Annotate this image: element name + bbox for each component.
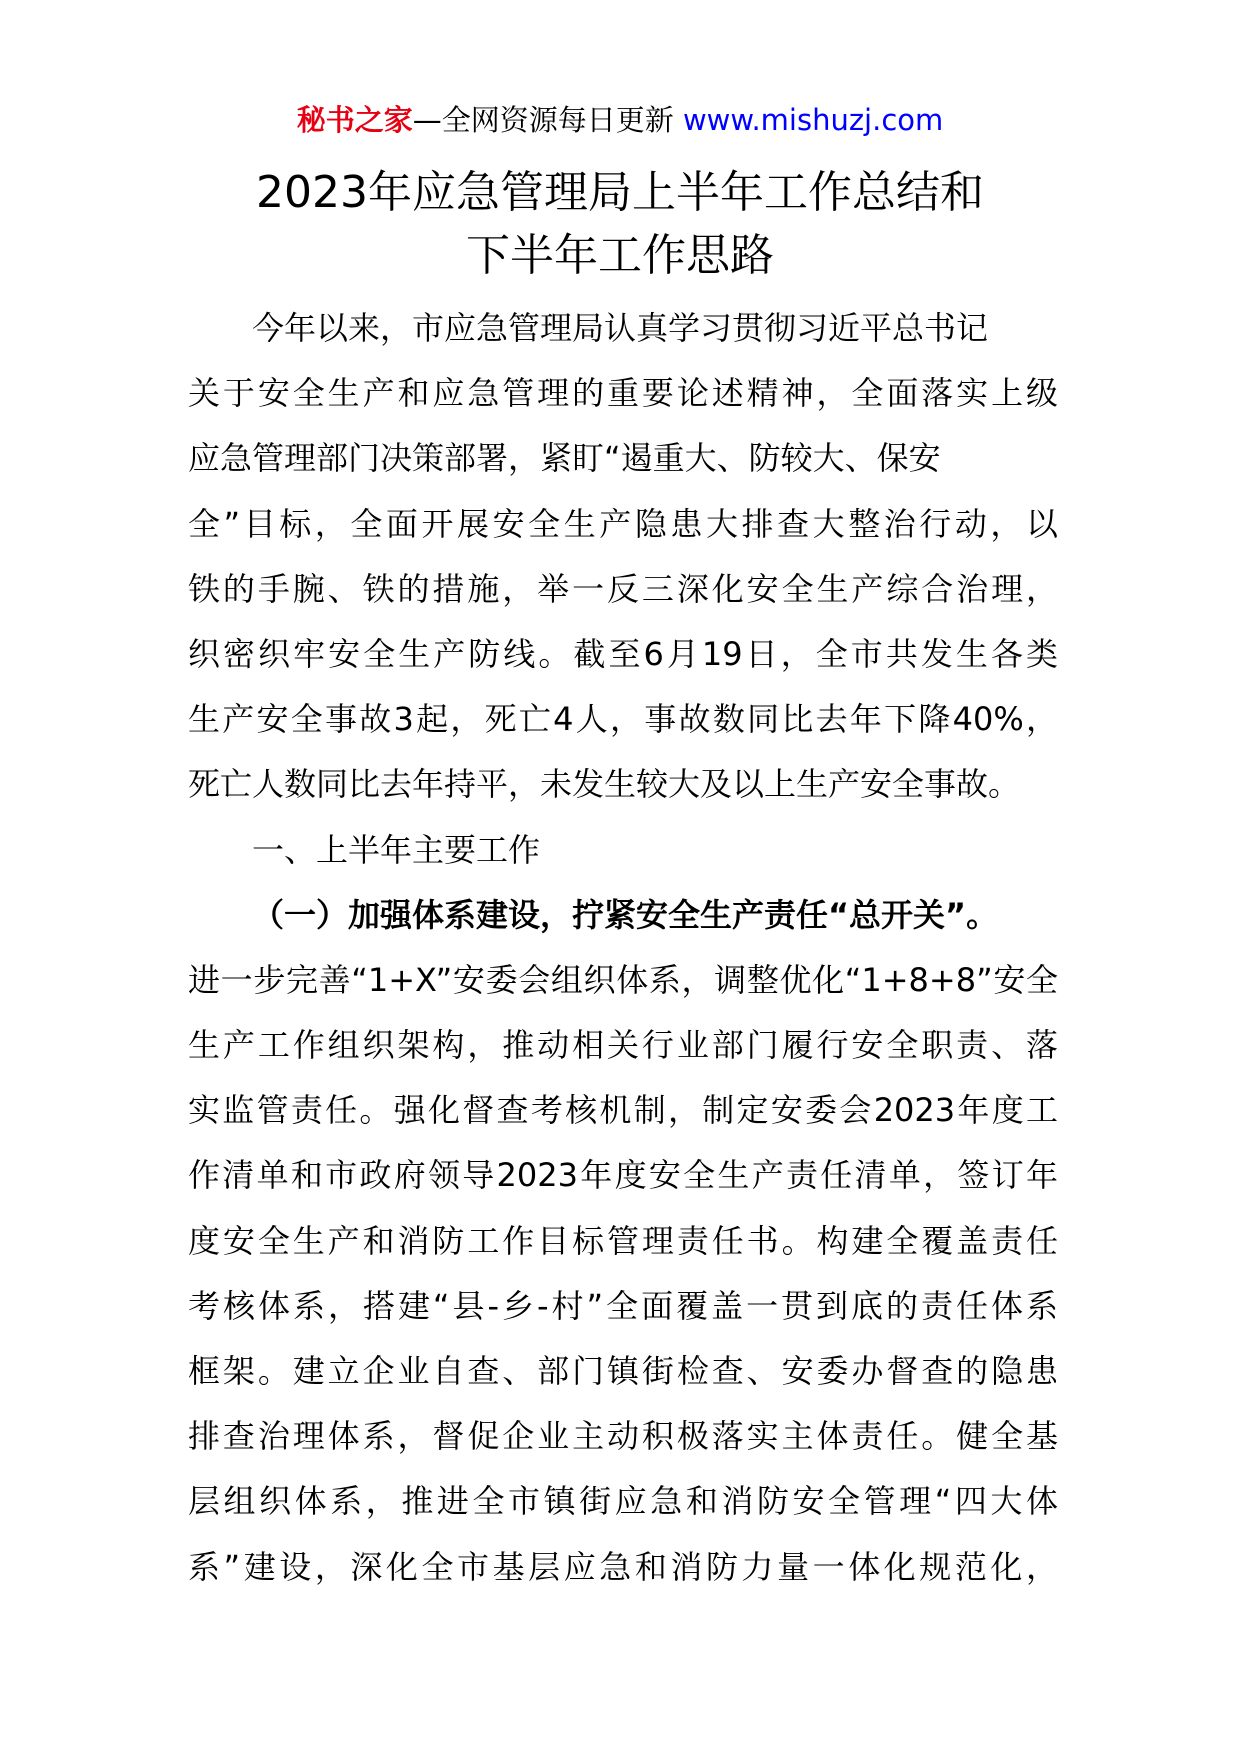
site-header [0, 100, 1240, 140]
paragraph-line: 进一步完善“1+X”安委会组织体系，调整优化“1+8+8”安全 [188, 960, 1058, 999]
paragraph-line: 系”建设，深化全市基层应急和消防力量一体化规范化， [188, 1547, 1058, 1586]
paragraph-line: 全”目标，全面开展安全生产隐患大排查大整治行动，以 [188, 504, 1058, 543]
paragraph-line: 作清单和市政府领导2023年度安全生产责任清单，签订年 [188, 1156, 1058, 1195]
paragraph-line: 织密织牢安全生产防线。截至6月19日，全市共发生各类 [188, 634, 1058, 673]
paragraph-line: 今年以来，市应急管理局认真学习贯彻习近平总书记 [252, 309, 989, 347]
document-body [188, 296, 1058, 1600]
paragraph-line: 死亡人数同比去年持平，未发生较大及以上生产安全事故。 [188, 765, 1021, 804]
document-title-line-1: 2023年应急管理局上半年工作总结和 [256, 167, 984, 218]
site-url[interactable]: www.mishuzj.com [682, 103, 944, 137]
section-heading: 一、上半年主要工作 [252, 830, 541, 869]
paragraph-line: 度安全生产和消防工作目标管理责任书。构建全覆盖责任 [188, 1221, 1058, 1260]
document-title-line-2: 下半年工作思路 [466, 230, 774, 281]
paragraph-line: 生产工作组织架构，推动相关行业部门履行安全职责、落 [188, 1026, 1058, 1065]
paragraph-line: 排查治理体系，督促企业主动积极落实主体责任。健全基 [188, 1417, 1058, 1456]
paragraph-line: 应急管理部门决策部署，紧盯“遏重大、防较大、保安 [188, 439, 941, 478]
paragraph-line: 层组织体系，推进全市镇街应急和消防安全管理“四大体 [188, 1482, 1058, 1521]
paragraph-line: 考核体系，搭建“县-乡-村”全面覆盖一贯到底的责任体系 [188, 1286, 1058, 1325]
subsection-heading: （一）加强体系建设，拧紧安全生产责任“总开关”。 [252, 895, 999, 934]
paragraph-line: 框架。建立企业自查、部门镇街检查、安委办督查的隐患 [188, 1352, 1058, 1390]
paragraph-line: 铁的手腕、铁的措施，举一反三深化安全生产综合治理， [188, 569, 1058, 608]
header-slogan: —全网资源每日更新 [412, 103, 674, 137]
paragraph-line: 关于安全生产和应急管理的重要论述精神，全面落实上级 [188, 374, 1058, 413]
brand-name: 秘书之家 [296, 103, 413, 137]
paragraph-line: 实监管责任。强化督查考核机制，制定安委会2023年度工 [188, 1091, 1058, 1130]
paragraph-line: 生产安全事故3起，死亡4人，事故数同比去年下降40%， [188, 700, 1058, 739]
